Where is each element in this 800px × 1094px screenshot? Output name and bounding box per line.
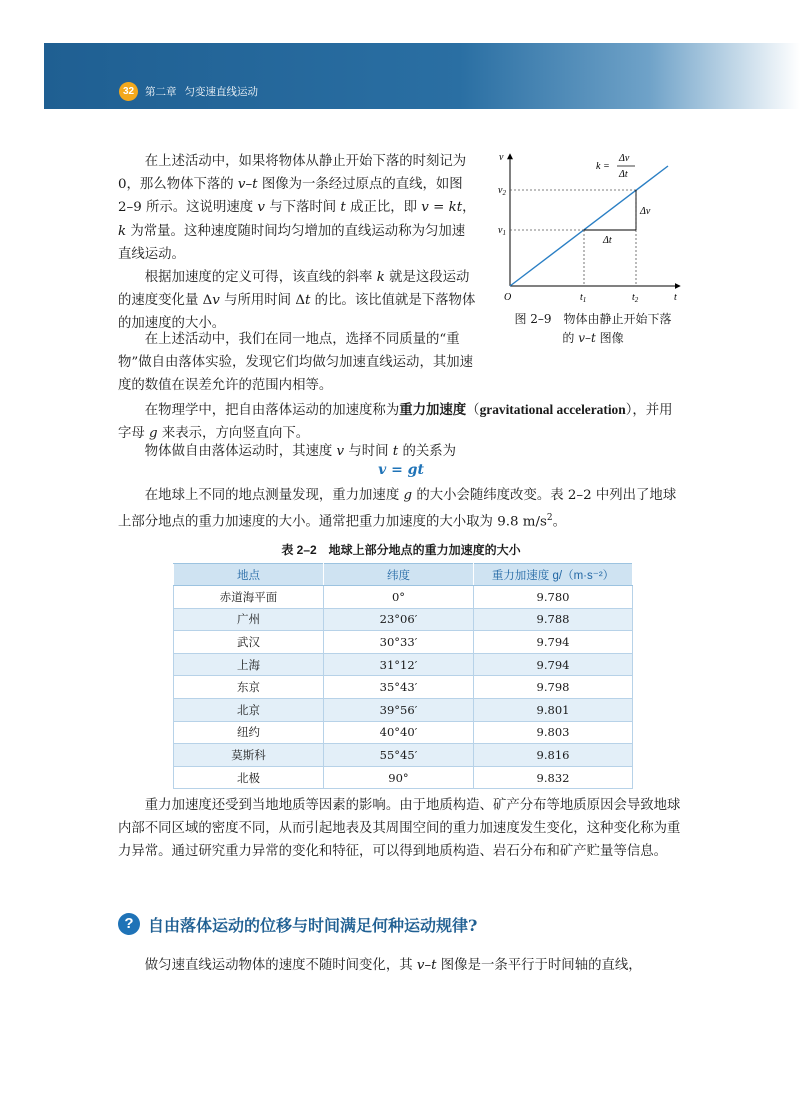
vt-graph-figure [496,148,686,308]
gravity-table [173,563,633,789]
chapter-banner [44,43,800,109]
chapter-title: 匀变速直线运动 [184,86,258,98]
paragraph-2: 根据加速度的定义可得，该直线的斜率 k 就是这段运动的速度变化量 Δv 与所用时间 Δt 的比。该比值就是下落物体的加速度的大小。 [118,270,476,332]
table-row: 赤道海平面 0° 9.780 [174,586,633,609]
t2-label: $t_2$ [632,292,639,304]
delta-v-label: Δv [640,206,651,217]
term-gravity-acceleration: 重力加速度 [399,402,467,418]
table-header: 纬度 [324,564,474,586]
section-title: 自由落体运动的位移与时间满足何种运动规律? [148,915,478,935]
t-axis-label: t [674,292,677,303]
origin-label: O [504,292,512,303]
table-row: 莫斯科 55°45′ 9.816 [174,744,633,767]
v-axis-label: v [499,152,504,163]
paragraph-6: 在地球上不同的地点测量发现，重力加速度 g 的大小会随纬度改变。表 2–2 中列出了地球上部分地点的重力加速度的大小。通常把重力加速度的大小取为 9.8 $m/s^2$。 [118,488,677,530]
table-row: 北极 90° 9.832 [174,766,633,789]
velocity-line [510,166,668,286]
k-equation-label: k = [596,161,610,172]
table-header-row [174,564,633,586]
table-row: 上海 31°12′ 9.794 [174,653,633,676]
question-icon: ? [118,913,140,935]
k-numerator: Δv [619,153,630,164]
t1-label: $t_1$ [580,292,587,304]
delta-t-label: Δt [603,235,612,246]
paragraph-8: 做匀速直线运动物体的速度不随时间变化，其 v–t 图像是一条平行于时间轴的直线， [144,958,642,973]
table-header: 重力加速度 g/（m·s⁻²） [474,564,633,586]
chapter-heading [145,84,258,99]
table-row: 武汉 30°33′ 9.794 [174,631,633,654]
v2-label: $v_2$ [498,185,506,197]
figure-caption-text: 物体由静止开始下落 [563,312,672,326]
table-row: 广州 23°06′ 9.788 [174,608,633,631]
figure-label: 图 2–9 [514,312,552,326]
section-heading [118,911,477,937]
table-row: 东京 35°43′ 9.798 [174,676,633,699]
paragraph-7: 重力加速度还受到当地地质等因素的影响。由于地质构造、矿产分布等地质原因会导致地球内部不同区域的密度不同，从而引起地表及其周围空间的重力加速度发生变化，这种变化称为重力异常。通过研究重力异常的变化和特征，可以得到地质构造、岩石分布和矿产贮量等信息。 [118,798,681,860]
chapter-number: 第二章 [145,86,177,98]
table-title: 表 2–2 地球上部分地点的重力加速度的大小 [281,543,521,557]
page-number-badge: 32 [119,82,138,101]
table-row: 北京 39°56′ 9.801 [174,698,633,721]
table-header: 地点 [174,564,324,586]
k-denominator: Δt [619,169,628,180]
table-row: 纽约 40°40′ 9.803 [174,721,633,744]
formula-v-gt: v = gt [378,462,424,478]
paragraph-1: 在上述活动中，如果将物体从静止开始下落的时刻记为 0，那么物体下落的 v–t 图像为一条经过原点的直线，如图 2–9 所示。这说明速度 v 与下落时间 t 成正比，即 v = kt，k 为常量。这种速度随时间均匀增加的直线运动称为匀加速直线运动。 [118,154,476,262]
v1-label: $v_1$ [498,225,506,237]
paragraph-5: 物体做自由落体运动时，其速度 v 与时间 t 的关系为 [144,444,457,459]
paragraph-3: 在上述活动中，我们在同一地点，选择不同质量的“重物”做自由落体实验，发现它们均做匀加速直线运动，其加速度的数值在误差允许的范围内相等。 [118,332,473,394]
figure-caption: 图 2–9 物体由静止开始下落 的 v–t 图像 [514,312,672,345]
paragraph-4: 在物理学中，把自由落体运动的加速度称为重力加速度（gravitational acceleration），并用字母 g 来表示，方向竖直向下。 [118,402,673,442]
